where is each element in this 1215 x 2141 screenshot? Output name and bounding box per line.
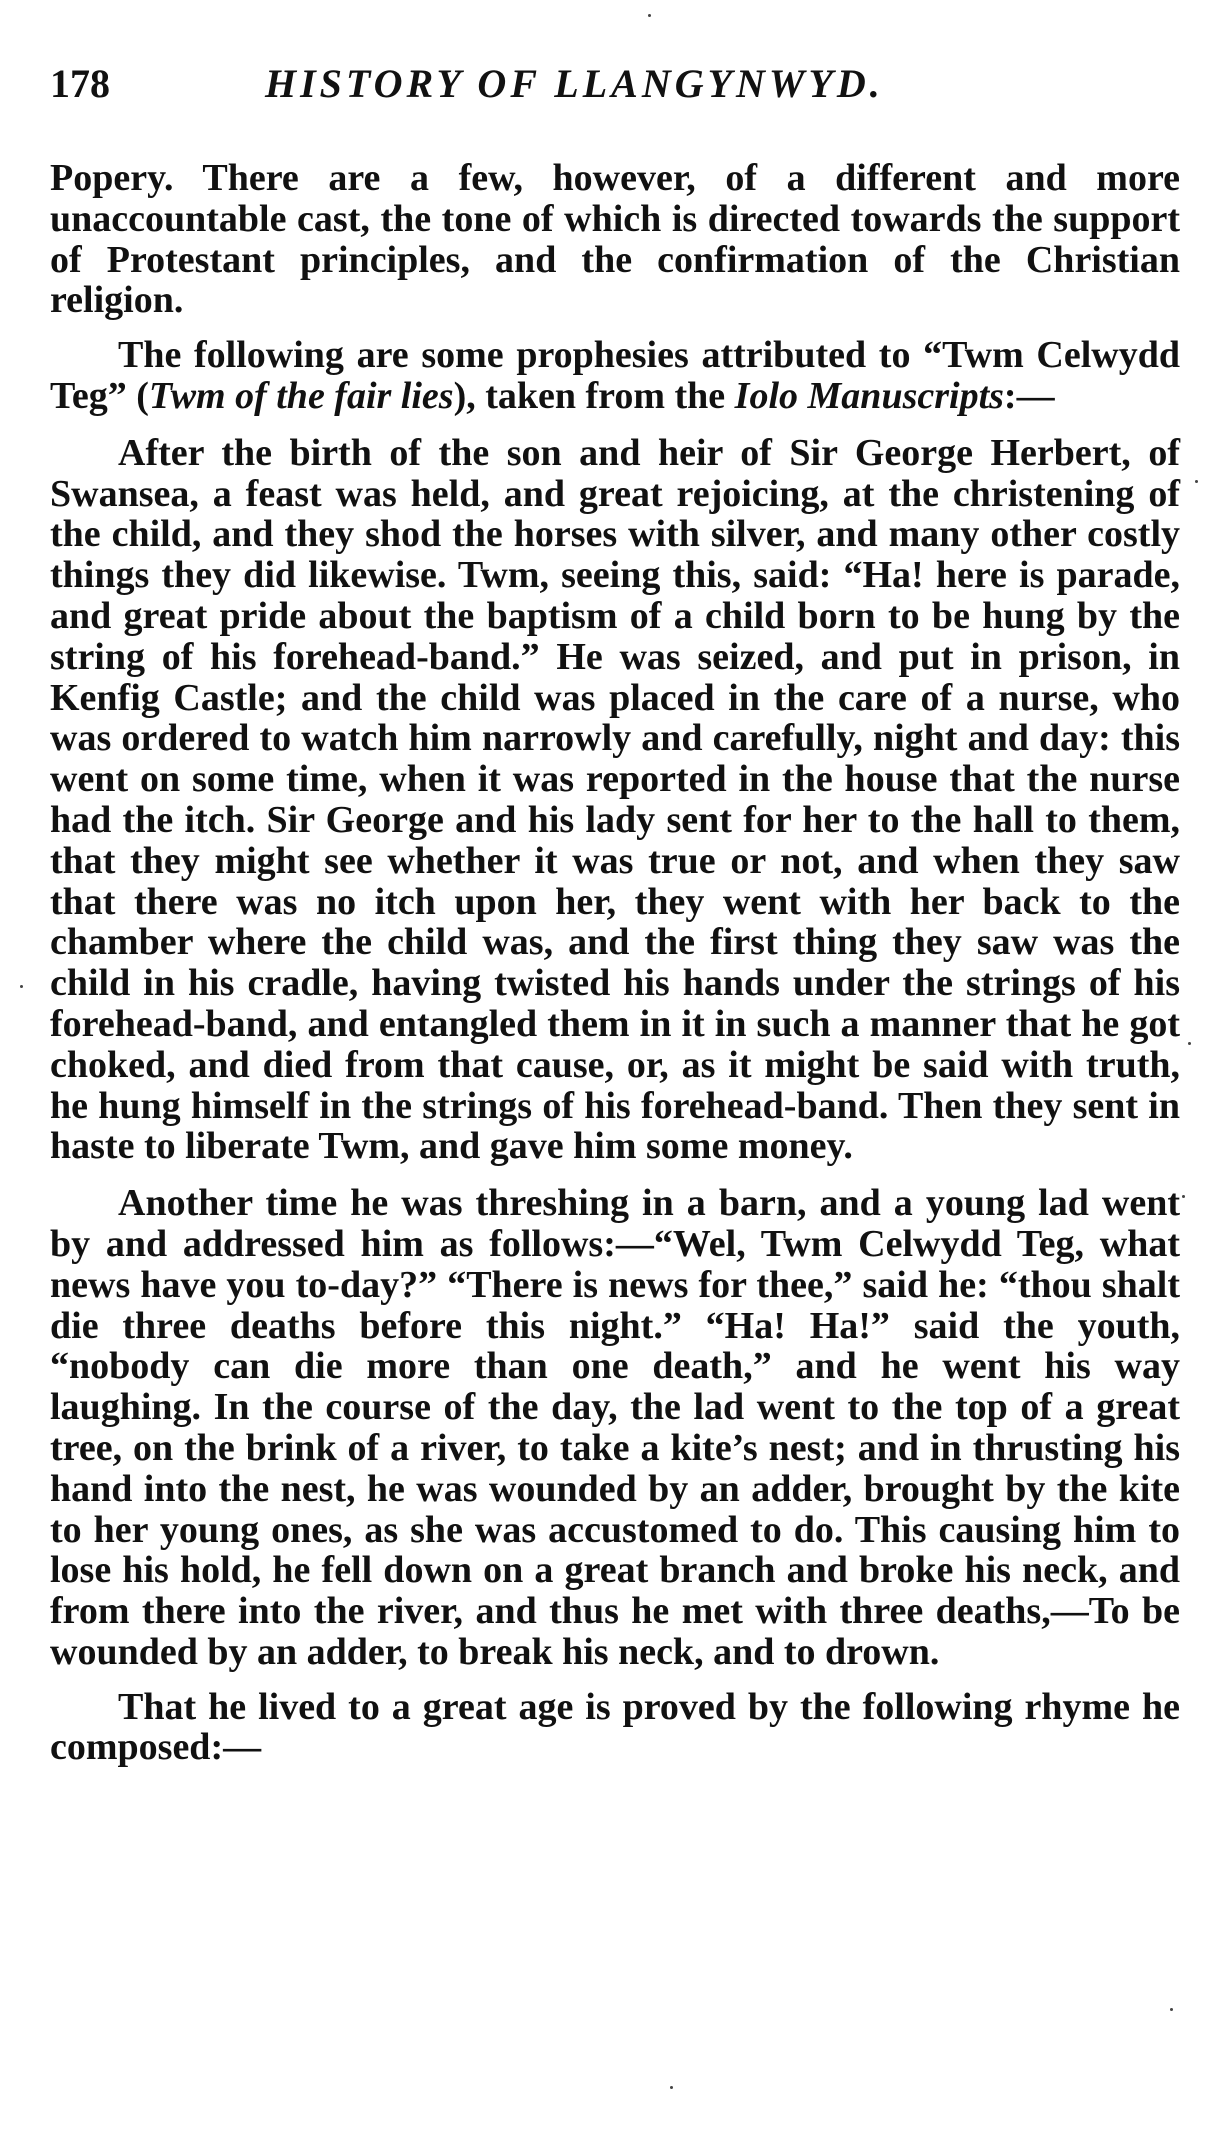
print-speck — [648, 14, 651, 17]
print-speck — [1188, 1042, 1191, 1045]
page-header — [50, 60, 1180, 120]
intro-text-a: The following are some prophesies attributed to “Twm Celwydd Teg” ( — [50, 334, 1180, 417]
italic-source-title: Iolo Manuscripts — [734, 374, 1004, 417]
paragraph-three-deaths: Another time he was threshing in a barn, and a young lad went by and addressed him as follows:—“Wel, Twm Celwydd Teg, what news have you to-day?” “There is news for thee,” said he: “thou shalt die three deaths before this night.” “Ha! Ha!” said the youth, “nobody can die more than one death,” and he went his way laughing. In the course of the day, the lad went to the top of a great tree, on the brink of a river, to take a kite’s nest; and in thrusting his hand into the nest, he was wounded by an adder, brought by the kite to her young ones, as she was accustomed to do. This causing him to lose his hold, he fell down on a great branch and broke his neck, and from there into the river, and thus he met with three deaths,—To be wounded by an adder, to break his neck, and to drown. — [50, 1182, 1180, 1673]
paragraph-popery: Popery. There are a few, however, of a different and more unaccountable cast, the tone of which is directed towards the support of Protestant principles, and the confirmation of the Christian religion. — [50, 157, 1180, 322]
print-speck — [20, 985, 23, 988]
page-number: 178 — [50, 61, 110, 106]
print-speck — [670, 2086, 673, 2089]
paragraph-great-age: That he lived to a great age is proved by the following rhyme he composed:— — [50, 1685, 1180, 1769]
print-speck — [1170, 2008, 1173, 2011]
intro-text-c: ), taken from the — [453, 374, 735, 417]
paragraph-sir-george-herbert: After the birth of the son and heir of Sir George Herbert, of Swansea, a feast was held, and great rejoicing, at the christening of the child, and they shod the horses with silver, and many other costly things they did likewise. Twm, seeing this, said: “Ha! here is parade, and great pride about the baptism of a child born to be hung by the string of his forehead-band.” He was seized, and put in prison, in Kenfig Castle; and the child was placed in the care of a nurse, who was ordered to watch him narrowly and carefully, night and day: this went on some time, when it was reported in the house that the nurse had the itch. Sir George and his lady sent for her to the hall to them, that they might see whether it was true or not, and when they saw that there was no itch upon her, they went with her back to the chamber where the child was, and the first thing they saw was the child in his cradle, having twisted his hands under the strings of his forehead-band, and entangled them in it in such a manner that he got choked, and died from that cause, or, as it might be said with truth, he hung himself in the strings of his forehead-band. Then they sent in haste to liberate Twm, and gave him some money. — [50, 431, 1180, 1168]
page — [50, 60, 1180, 1768]
italic-translation: Twm of the fair lies — [148, 374, 454, 417]
print-speck — [1195, 480, 1198, 483]
paragraph-prophesies-intro — [50, 335, 1180, 417]
intro-text-e: :— — [1003, 374, 1055, 417]
print-speck — [1182, 1195, 1185, 1198]
running-title: HISTORY OF LLANGYNWYD. — [265, 61, 884, 106]
